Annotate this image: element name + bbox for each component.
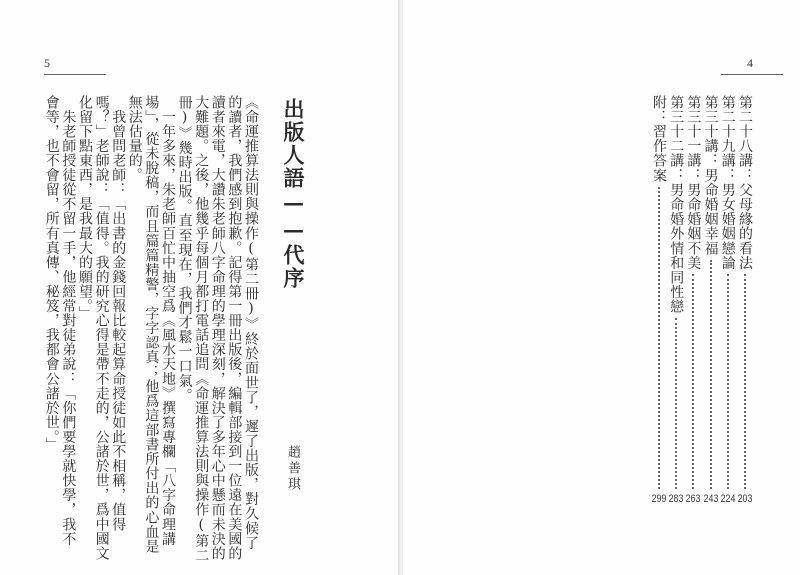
toc-entry-label: 附：習作答案: [651, 95, 667, 183]
right-page: [403, 0, 800, 575]
prose-line: 讀者來電，大讚朱老師八字命理的學理深刻，解決了多年心中懸而未決的: [209, 95, 226, 561]
toc-leader-dots: [675, 318, 677, 489]
prose-line: 化留下點東西，是我最大的願望。」: [77, 95, 93, 321]
toc-entry[interactable]: [735, 95, 755, 525]
prose-line: 無法估量的。: [126, 95, 143, 183]
toc-entry[interactable]: [683, 95, 703, 525]
toc-page-number: 283: [668, 493, 684, 505]
section-title: 出版人語——代序: [281, 98, 306, 290]
toc-entry-label: 第二十九講：男女婚姻戀論: [719, 95, 736, 271]
author-name: 趙善琪: [285, 445, 300, 493]
left-header-rule: [44, 74, 106, 75]
toc-entry-label: 第三十講：男命婚姻幸福: [702, 95, 719, 256]
left-page: [0, 0, 398, 575]
toc-leader-dots: [727, 274, 729, 489]
toc-leader-dots: [744, 274, 746, 489]
prose-line: 場」，從未脫稿，而且篇篇精警，字字認真；他爲這部書所付出的心血是: [143, 95, 160, 554]
toc-entry[interactable]: [649, 95, 669, 525]
prose-line: 我曾問老師：「出書的金錢回報比較起算命授徒如此不相稱，值得: [110, 95, 127, 532]
prose-line: 會等，也不會留，所有真傳、秘笈，我都會公諸於世。」: [43, 95, 60, 452]
toc-entry[interactable]: [701, 95, 721, 525]
right-page-number: 4: [747, 56, 753, 70]
prose-line: 朱老師授徒從不留一手，他經常對徒弟說：「你們要學就快學，我不: [60, 95, 77, 547]
toc-page-number: 203: [737, 493, 753, 505]
toc-page-number: 224: [720, 493, 736, 505]
toc-entry-label: 第三十二講：男命婚外情和同性戀: [668, 95, 685, 314]
toc-leader-dots: [692, 274, 694, 489]
prose-line: 冊)》幾時出版。直至現在，我們才鬆一口氣。: [176, 95, 193, 403]
toc-entry-label: 第三十一講：男命婚姻不美: [685, 95, 702, 271]
toc-page-number: 263: [686, 493, 701, 505]
toc-entry-label: 第二十八講：父母緣的看法: [737, 95, 753, 271]
toc-entry[interactable]: [718, 95, 738, 525]
prose-line: 《命運推算法則與操作(第二冊)》終於面世了，遲了出版，對久候了: [243, 95, 259, 551]
right-header-rule: [721, 74, 783, 75]
prose-line: 嗎？」老師說：「值得。我的研究心得是帶不走的，公諸於世，爲中國文: [93, 95, 110, 561]
toc-entry[interactable]: [666, 95, 686, 525]
prose-line: 大難題。之後，他幾乎每個月都打電話追問《命運推算法則與操作(第二: [193, 95, 210, 563]
prose-line: 一年多來，朱老師百忙中抽空爲《風水天地》撰寫專欄「八字命理講: [160, 95, 176, 547]
toc-leader-dots: [710, 260, 712, 489]
prose-line: 的讀者，我們感到抱歉。記得第一冊出版後，編輯部接到一位遠在美國的: [226, 95, 243, 561]
left-page-number: 5: [44, 56, 50, 70]
toc-leader-dots: [658, 187, 660, 489]
toc-page-number: 243: [703, 493, 718, 505]
toc-page-number: 299: [651, 493, 667, 505]
